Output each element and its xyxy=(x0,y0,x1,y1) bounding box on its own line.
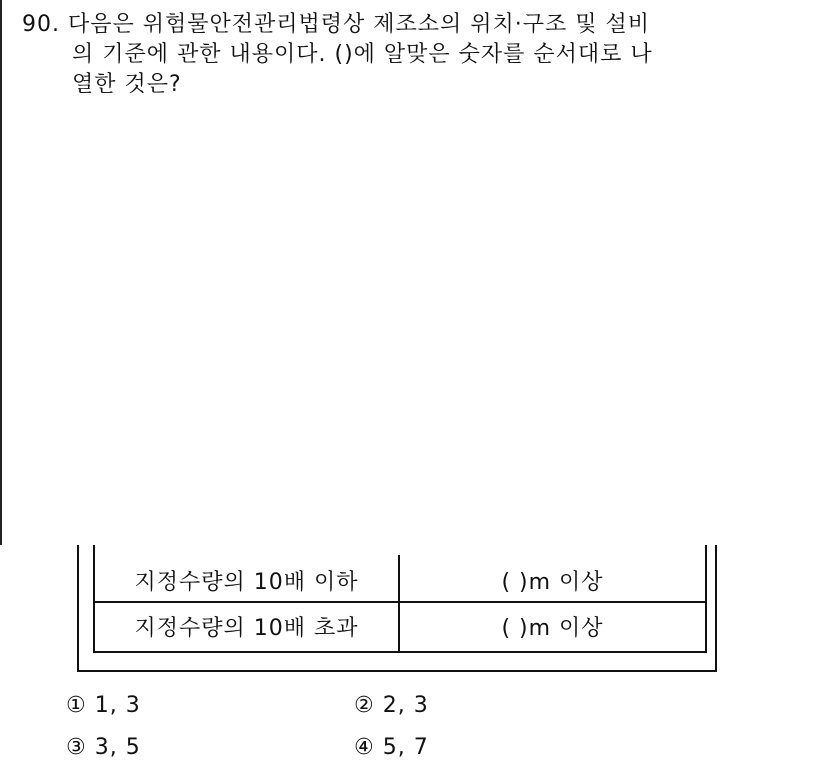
table-row xyxy=(95,555,705,603)
question-line-1 xyxy=(22,10,802,40)
choice-text: 5, 7 xyxy=(382,735,429,760)
table-cell-condition: 지정수량의 10배 초과 xyxy=(95,601,400,651)
choice-marker: ① xyxy=(66,693,87,718)
question-line-3: 열한 것은? xyxy=(72,72,182,97)
table-cell-condition: 지정수량의 10배 이하 xyxy=(95,555,400,601)
question-line-1-text: 다음은 위험물안전관리법령상 제조소의 위치·구조 및 설비 xyxy=(68,12,651,37)
table-cell-value: ( )m 이상 xyxy=(501,615,604,641)
question-line-2: 의 기준에 관한 내용이다. ()에 알맞은 숫자를 순서대로 나 xyxy=(72,42,653,67)
choice-text: 3, 5 xyxy=(94,735,141,760)
choice-marker: ③ xyxy=(66,735,87,760)
table-row xyxy=(95,601,705,651)
choice-text: 2, 3 xyxy=(382,693,429,718)
choice-text: 1, 3 xyxy=(94,693,141,718)
page-left-rule xyxy=(0,0,2,545)
question-number: 90. xyxy=(22,12,60,37)
table-cell-value: ( )m 이상 xyxy=(501,570,604,595)
choice-1[interactable] xyxy=(66,693,141,718)
choice-4[interactable] xyxy=(354,735,429,760)
choice-marker: ② xyxy=(354,693,375,718)
choice-marker: ④ xyxy=(354,735,375,760)
choice-3[interactable] xyxy=(66,735,141,760)
distance-table xyxy=(93,545,707,653)
question-text xyxy=(22,10,802,100)
choice-2[interactable] xyxy=(354,693,429,718)
